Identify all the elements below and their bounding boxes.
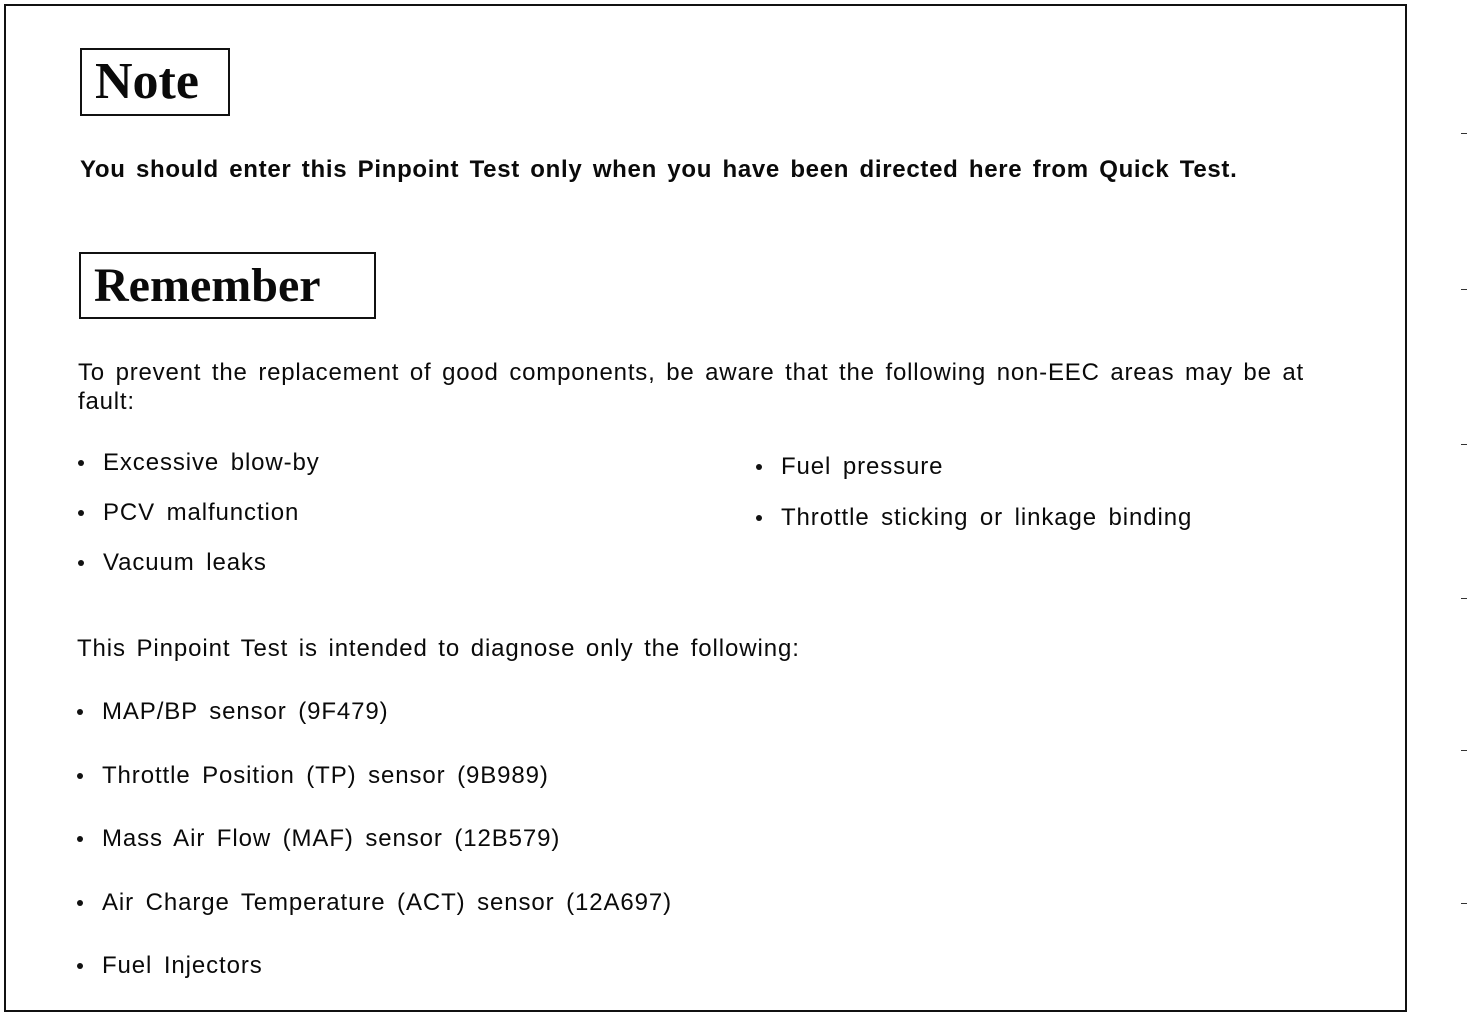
bullet-icon bbox=[77, 900, 83, 906]
list-item bbox=[78, 498, 320, 527]
margin-tick-mark bbox=[1461, 289, 1467, 290]
list-item-text: Fuel pressure bbox=[781, 453, 944, 480]
bullet-icon bbox=[78, 460, 84, 466]
fault-areas-right-list bbox=[756, 452, 1192, 554]
list-item-text: Air Charge Temperature (ACT) sensor (12A697) bbox=[102, 888, 673, 916]
list-item bbox=[77, 951, 672, 980]
list-item bbox=[77, 761, 672, 790]
bullet-icon bbox=[78, 560, 84, 566]
list-item bbox=[756, 503, 1192, 532]
bullet-icon bbox=[756, 515, 762, 521]
fault-areas-left-list bbox=[78, 448, 320, 598]
list-item-text: Throttle Position (TP) sensor (9B989) bbox=[102, 761, 549, 789]
bullet-icon bbox=[77, 836, 83, 842]
list-item-text: Mass Air Flow (MAF) sensor (12B579) bbox=[102, 825, 561, 852]
list-item-text: Throttle sticking or linkage binding bbox=[781, 504, 1193, 531]
note-heading: Note bbox=[80, 48, 230, 116]
list-item-text: Fuel Injectors bbox=[102, 952, 263, 979]
list-item-text: Excessive blow-by bbox=[103, 449, 320, 476]
remember-text: To prevent the replacement of good components, be aware that the following non-EEC areas may be at fault: bbox=[78, 359, 1304, 415]
list-item bbox=[756, 452, 1192, 481]
list-item bbox=[77, 888, 672, 917]
margin-tick-mark bbox=[1461, 750, 1467, 751]
list-item bbox=[78, 448, 320, 477]
list-item bbox=[77, 824, 672, 853]
list-item-text: Vacuum leaks bbox=[103, 549, 267, 576]
bullet-icon bbox=[756, 464, 762, 470]
bullet-icon bbox=[77, 709, 83, 715]
scope-intro-text: This Pinpoint Test is intended to diagnose only the following: bbox=[77, 635, 800, 662]
diagnose-targets-list bbox=[77, 697, 672, 1015]
list-item-text: PCV malfunction bbox=[103, 499, 300, 526]
margin-tick-mark bbox=[1461, 444, 1467, 445]
margin-tick-mark bbox=[1461, 598, 1467, 599]
bullet-icon bbox=[77, 773, 83, 779]
margin-tick-mark bbox=[1461, 133, 1467, 134]
margin-tick-mark bbox=[1461, 903, 1467, 904]
bullet-icon bbox=[77, 963, 83, 969]
note-text: You should enter this Pinpoint Test only when you have been directed here from Quick Test. bbox=[80, 156, 1238, 183]
list-item-text: MAP/BP sensor (9F479) bbox=[102, 698, 389, 725]
bullet-icon bbox=[78, 510, 84, 516]
list-item bbox=[77, 697, 672, 726]
remember-heading: Remember bbox=[79, 252, 376, 319]
list-item bbox=[78, 548, 320, 577]
